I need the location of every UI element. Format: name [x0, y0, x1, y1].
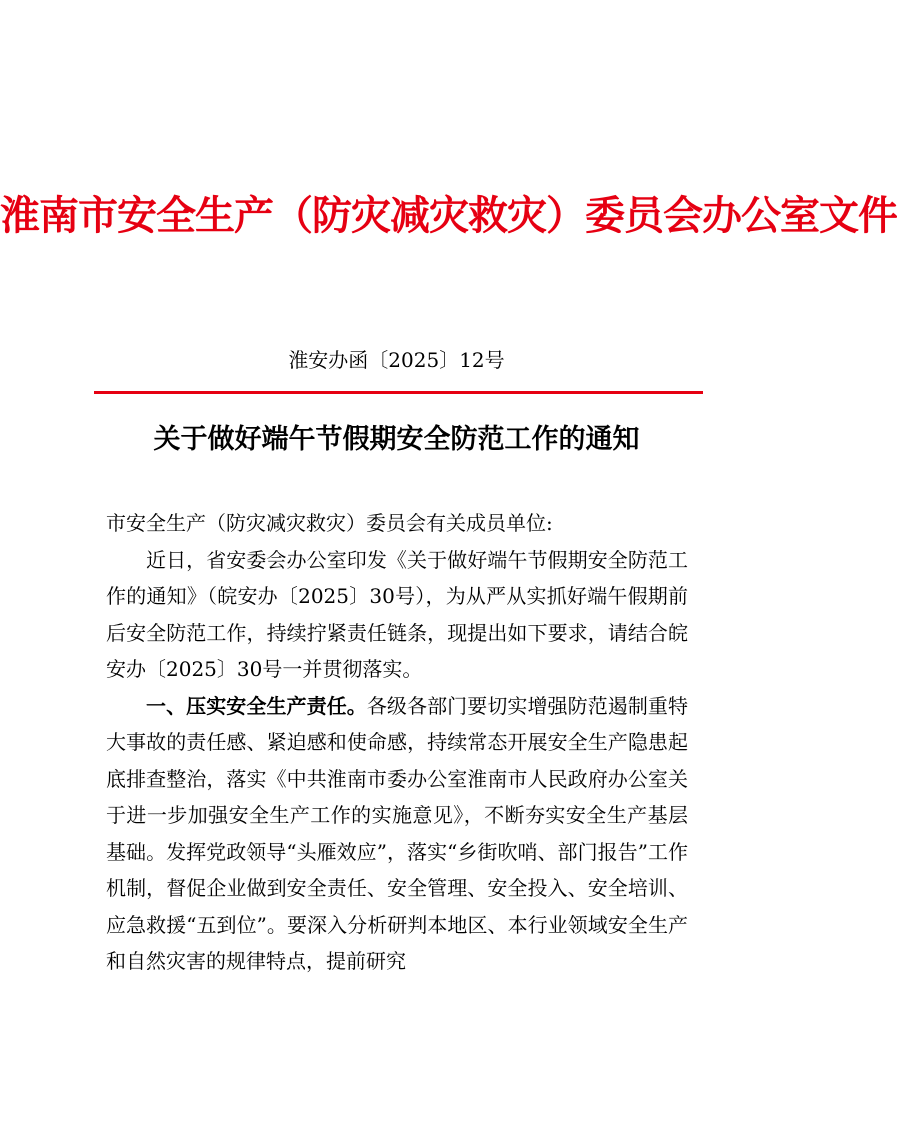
paragraph-text: 近日，省安委会办公室印发《关于做好端午节假期安全防范工作的通知》（皖安办〔2025〕30号），为从严从实抓好端午假期前后安全防范工作，持续拧紧责任链条，现提出如下要求，请结合皖安办〔2025〕30号一并贯彻落实。 — [106, 547, 688, 681]
section-heading: 一、压实安全生产责任。 — [146, 693, 367, 718]
document-number: 淮安办函〔2025〕12号 — [288, 348, 505, 372]
document-title: 关于做好端午节假期安全防范工作的通知 — [153, 424, 640, 455]
document-body — [106, 505, 688, 980]
paragraph-text: 各级各部门要切实增强防范遏制重特大事故的责任感、紧迫感和使命感，持续常态开展安全生产隐患起底排查整治，落实《中共淮南市委办公室淮南市人民政府办公室关于进一步加强安全生产工作的实施意见》，不断夯实安全生产基层基础。发挥党政领导“头雁效应”，落实“乡街吹哨、部门报告”工作机制，督促企业做到安全责任、安全管理、安全投入、安全培训、应急救援“五到位”。要深入分析研判本地区、本行业领域安全生产和自然灾害的规律特点，提前研究 — [106, 693, 689, 973]
paragraph-intro — [106, 542, 688, 688]
salutation: 市安全生产（防灾减灾救灾）委员会有关成员单位: — [106, 511, 553, 535]
issuer-header: 淮南市安全生产（防灾减灾救灾）委员会办公室文件 — [0, 192, 897, 239]
red-divider-line — [94, 391, 703, 394]
paragraph-section-1 — [106, 688, 688, 980]
